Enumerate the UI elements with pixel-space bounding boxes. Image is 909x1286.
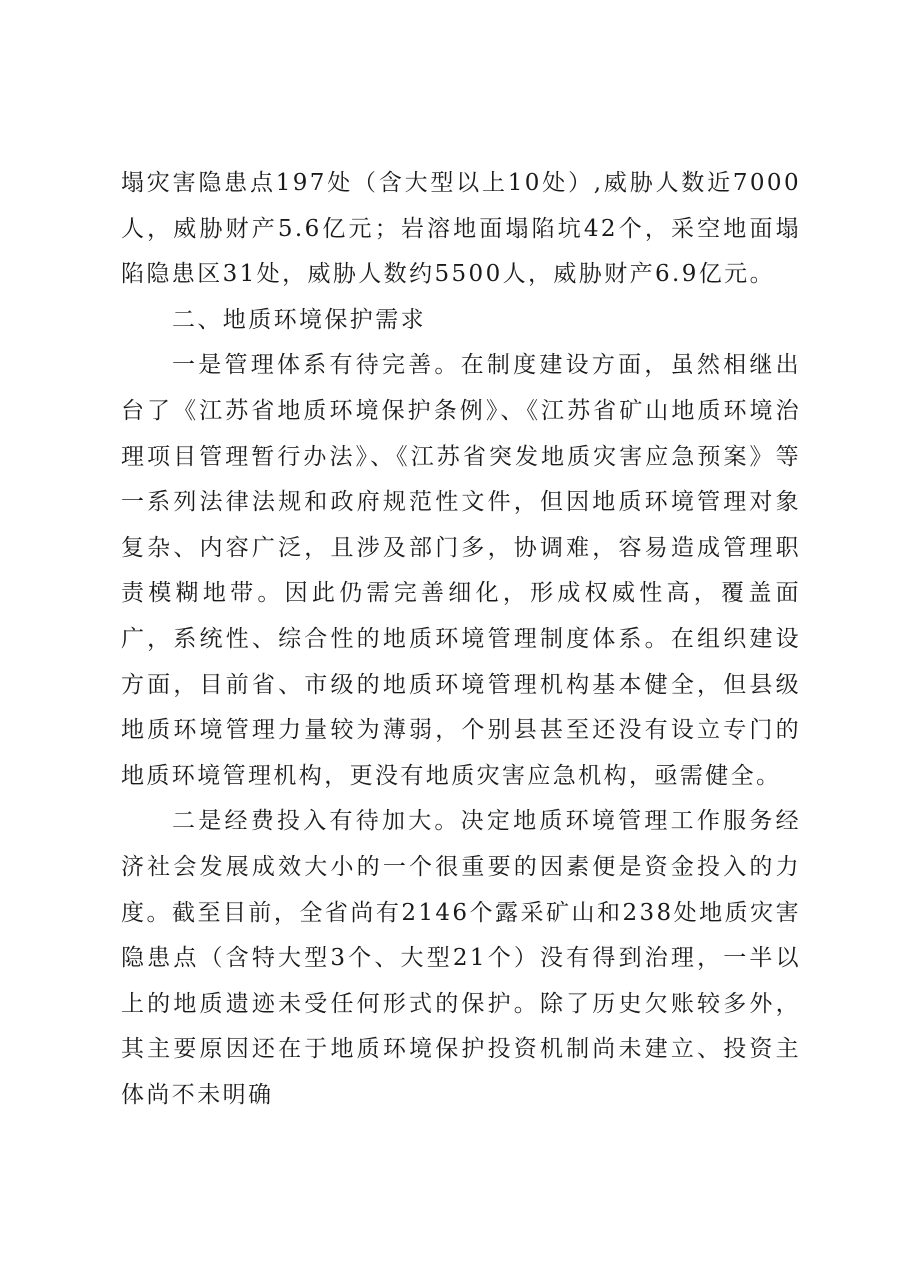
paragraph-management-system: 一是管理体系有待完善。在制度建设方面，虽然相继出台了《江苏省地质环境保护条例》、《江苏省矿山地质环境治理项目管理暂行办法》、《江苏省突发地质灾害应急预案》等一系列法律法规和政府规范性文件，但因地质环境管理对象复杂、内容广泛，且涉及部门多，协调难，容易造成管理职责模糊地带。因此仍需完善细化，形成权威性高，覆盖面广，系统性、综合性的地质环境管理制度体系。在组织建设方面，目前省、市级的地质环境管理机构基本健全，但县级地质环境管理力量较为薄弱，个别县甚至还没有设立专门的地质环境管理机构，更没有地质灾害应急机构，亟需健全。 bbox=[121, 352, 801, 789]
paragraph-continuation: 塌灾害隐患点197处（含大型以上10处）,威胁人数近7000人，威胁财产5.6亿元；岩溶地面塌陷坑42个，采空地面塌陷隐患区31处，威胁人数约5500人，威胁财产6.9亿元。 bbox=[121, 170, 801, 288]
document-body bbox=[121, 161, 801, 1118]
paragraph-funding: 二是经费投入有待加大。决定地质环境管理工作服务经济社会发展成效大小的一个很重要的因素便是资金投入的力度。截至目前，全省尚有2146个露采矿山和238处地质灾害隐患点（含特大型3个、大型21个）没有得到治理，一半以上的地质遗迹未受任何形式的保护。除了历史欠账较多外，其主要原因还在于地质环境保护投资机制尚未建立、投资主体尚不未明确 bbox=[121, 808, 801, 1108]
section-heading: 二、地质环境保护需求 bbox=[172, 306, 426, 333]
